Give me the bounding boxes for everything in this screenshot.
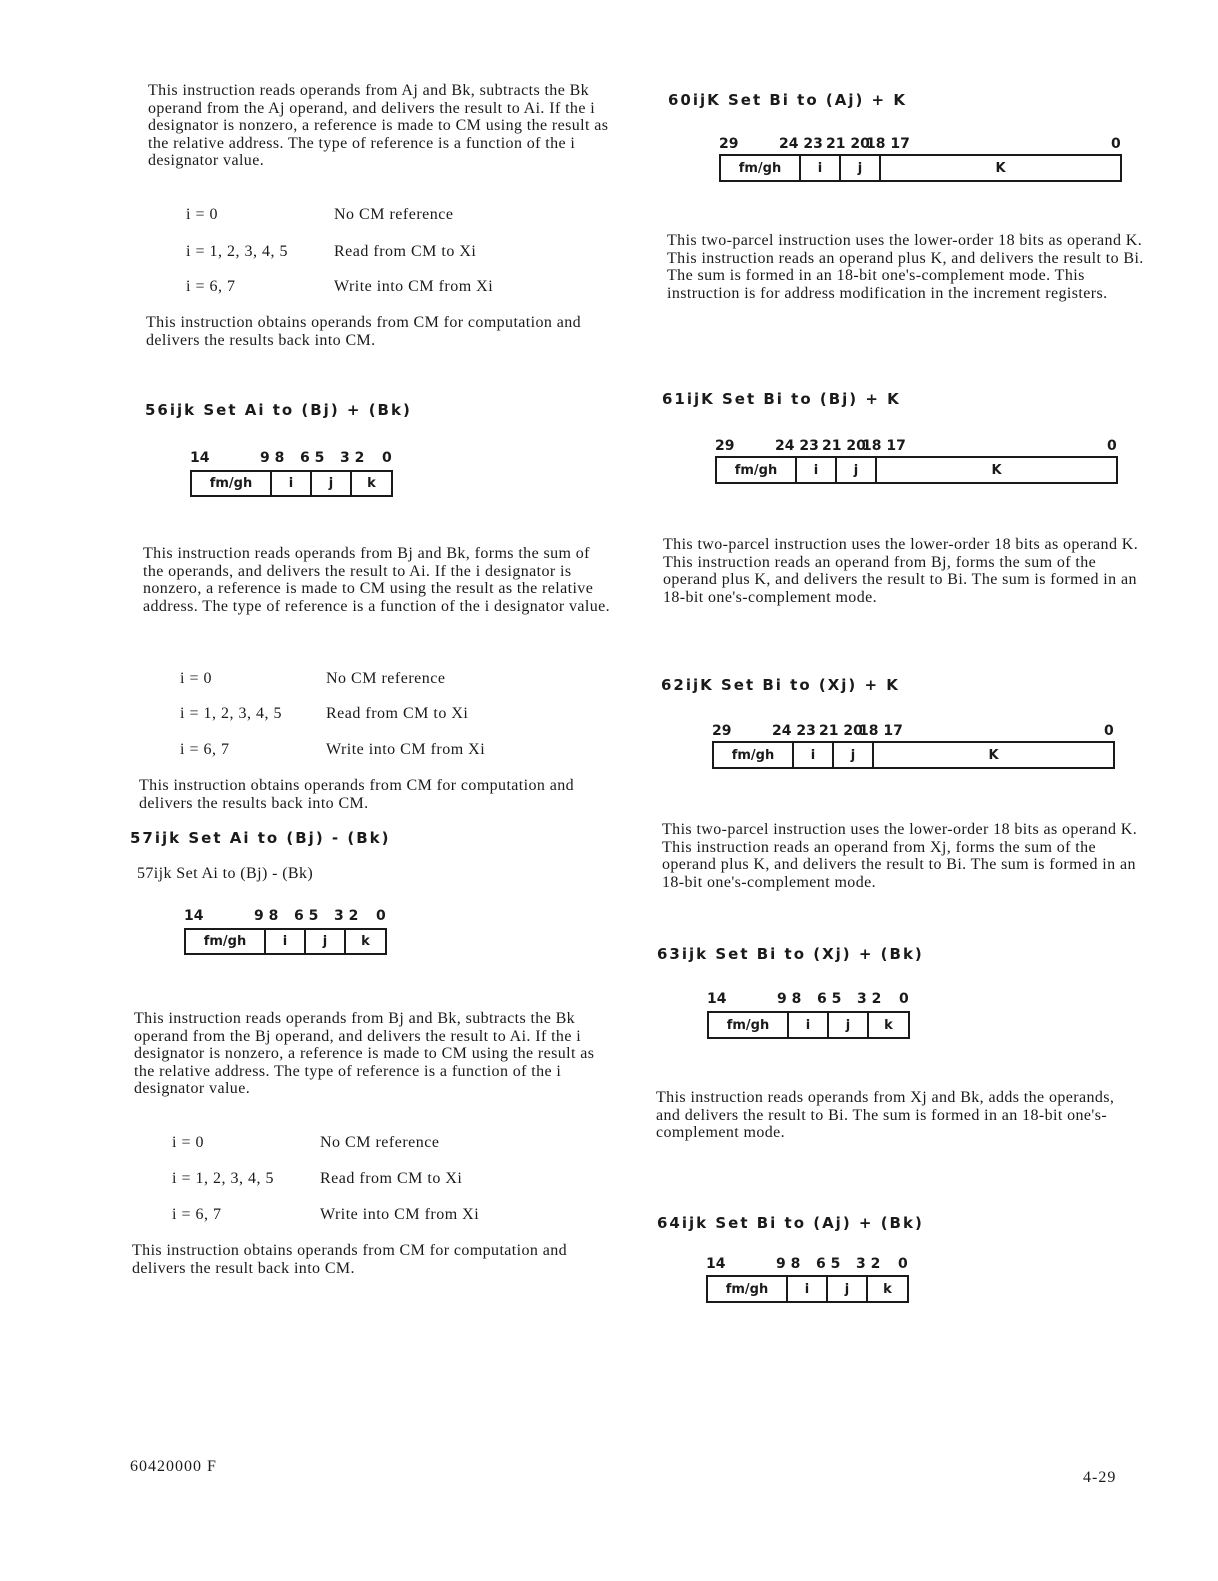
op64-heading: 64ijk Set Bi to (Aj) + (Bk) (657, 1214, 924, 1232)
op62-instruction-format: 29 24 23 21 20 18 17 0 fm/gh i j K (712, 723, 1116, 773)
op57-subline: 57ijk Set Ai to (Bj) - (Bk) (137, 865, 314, 882)
op56-description: This instruction reads operands from Bj and Bk, forms the sum of the operands, and delivers the result to Ai. If the i designator is nonzero, a reference is made to CM using the result as the relative address. The type of reference is a function of the i designator value. (143, 545, 611, 615)
op63-instruction-format: 14 9 8 6 5 3 2 0 fm/gh i j k (707, 991, 911, 1041)
op56-instruction-format: 14 9 8 6 5 3 2 0 fm/gh i j k (190, 450, 394, 500)
op64-instruction-format: 14 9 8 6 5 3 2 0 fm/gh i j k (706, 1256, 910, 1306)
intro-paragraph: This instruction reads operands from Aj and Bk, subtracts the Bk operand from the Aj operand, and delivers the result to Ai. If the i designator is nonzero, a reference is made to CM using the result as the relative address. The type of reference is a function of the i designator value. (148, 82, 609, 169)
page-number: 4-29 (1083, 1469, 1117, 1486)
op61-instruction-format: 29 24 23 21 20 18 17 0 fm/gh i j K (715, 438, 1119, 488)
op61-heading: 61ijK Set Bi to (Bj) + K (662, 390, 901, 408)
op60-description: This two-parcel instruction uses the lower-order 18 bits as operand K. This instruction reads an operand plus K, and delivers the result to Bi. The sum is formed in an 18-bit one's-complement mode. This instruction is for address modification in the increment registers. (667, 232, 1144, 302)
op62-description: This two-parcel instruction uses the lower-order 18 bits as operand K. This instruction reads an operand from Xj, forms the sum of the operand plus K, and delivers the result to Bi. The sum is formed in an 18-bit one's-complement mode. (662, 821, 1138, 891)
op57-heading: 57ijk Set Ai to (Bj) - (Bk) (130, 829, 391, 847)
op61-description: This two-parcel instruction uses the lower-order 18 bits as operand K. This instruction reads an operand from Bj, forms the sum of the operand plus K, and delivers the result to Bi. The sum is formed in an 18-bit one's-complement mode. (663, 536, 1139, 606)
op62-heading: 62ijK Set Bi to (Xj) + K (661, 676, 900, 694)
op60-heading: 60ijK Set Bi to (Aj) + K (668, 91, 907, 109)
op63-description: This instruction reads operands from Xj and Bk, adds the operands, and delivers the result to Bi. The sum is formed in an 18-bit one's-complement mode. (656, 1089, 1115, 1141)
intro-closing-paragraph: This instruction obtains operands from CM for computation and delivers the results back into CM. (146, 314, 582, 349)
op63-heading: 63ijk Set Bi to (Xj) + (Bk) (657, 945, 924, 963)
op57-instruction-format: 14 9 8 6 5 3 2 0 fm/gh i j k (184, 908, 388, 958)
op56-closing-paragraph: This instruction obtains operands from CM for computation and delivers the results back into CM. (139, 777, 575, 812)
op57-closing-paragraph: This instruction obtains operands from CM for computation and delivers the result back into CM. (132, 1242, 568, 1277)
op57-description: This instruction reads operands from Bj and Bk, subtracts the Bk operand from the Bj operand, and delivers the result to Ai. If the i designator is nonzero, a reference is made to CM using the result as the relative address. The type of reference is a function of the i designator value. (134, 1010, 595, 1097)
document-number: 60420000 F (130, 1458, 217, 1475)
op60-instruction-format: 29 24 23 21 20 18 17 0 fm/gh i j K (719, 136, 1123, 186)
op56-heading: 56ijk Set Ai to (Bj) + (Bk) (145, 401, 412, 419)
